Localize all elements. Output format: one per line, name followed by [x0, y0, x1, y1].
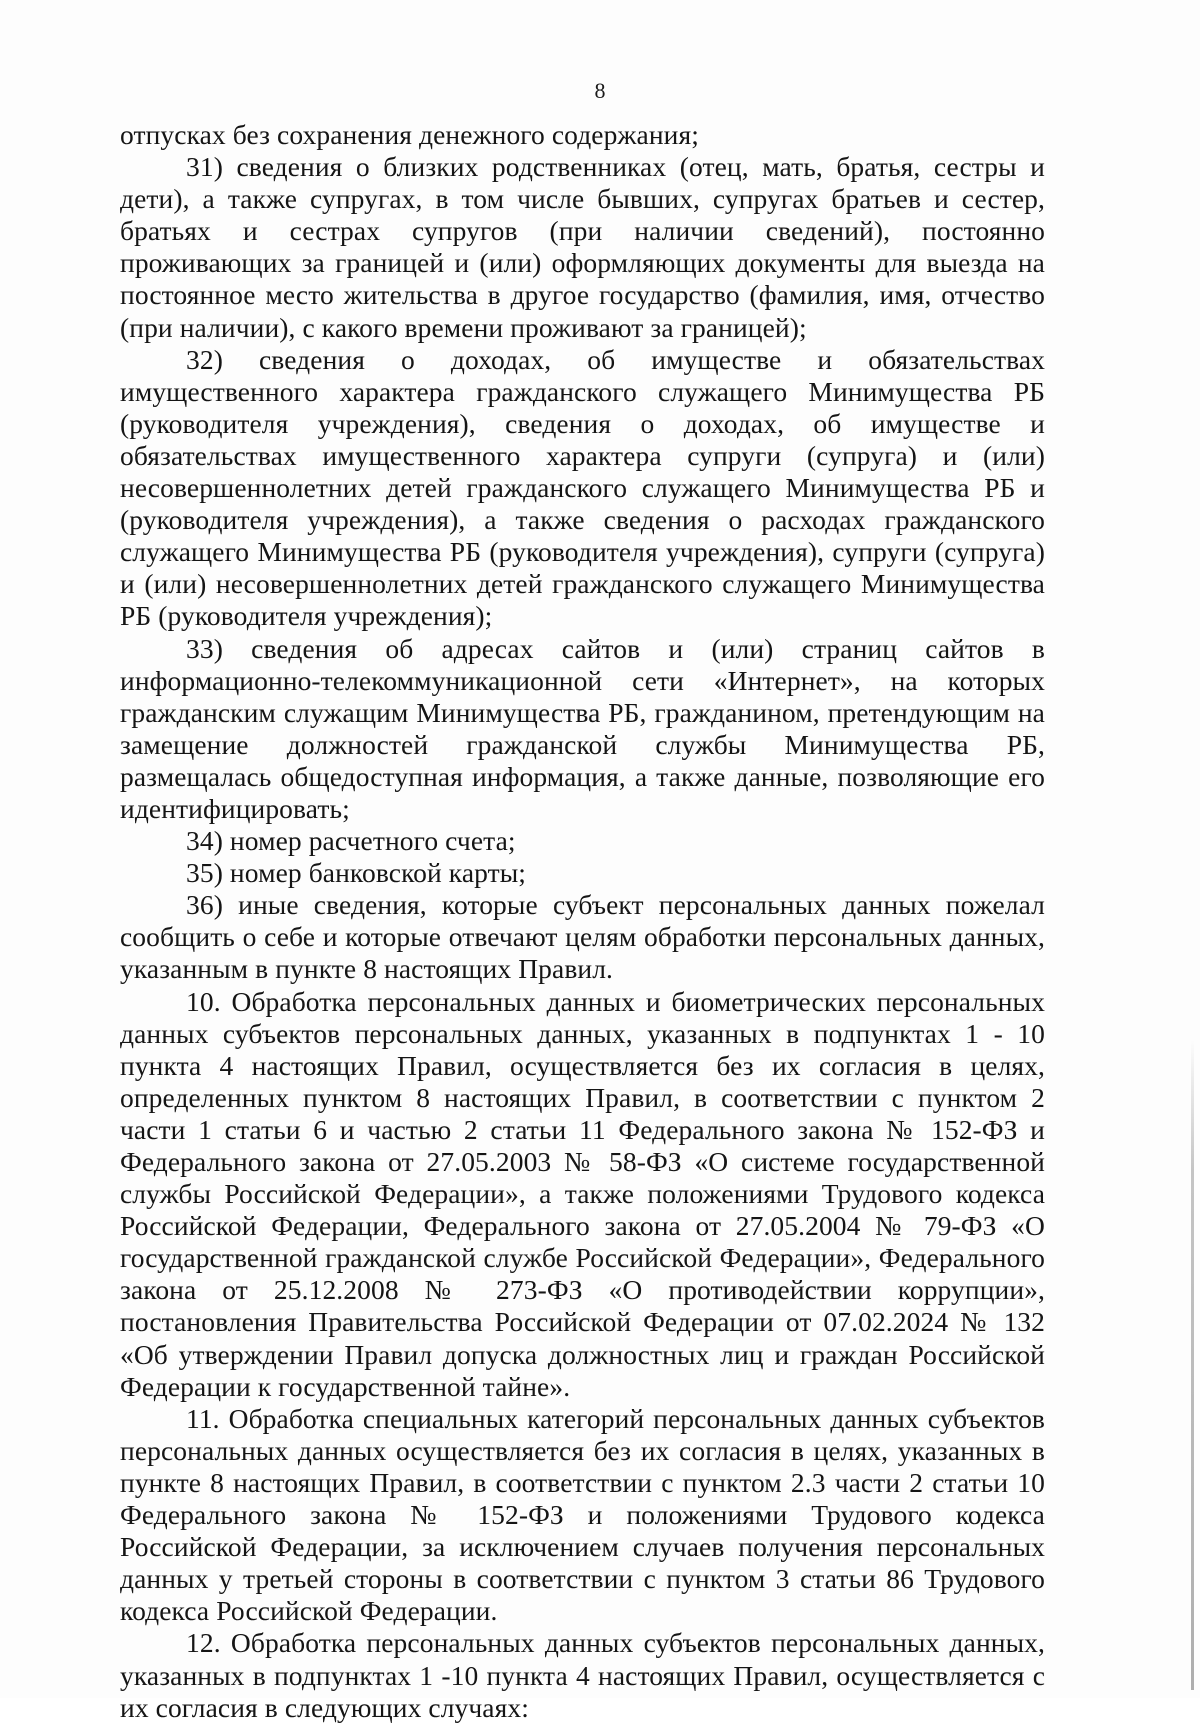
paragraph-section-11: 11. Обработка специальных категорий персональных данных субъектов персональных данных осуществляется без их согласия в целях, указанных в пункте 8 настоящих Правил, в соответствии с пунктом 2.3 части 2 статьи 10 Федерального закона № 152-ФЗ и положениями Трудового кодекса Российской Федерации, за исключением случаев получения персональных данных у третьей стороны в соответствии с пунктом 3 статьи 86 Трудового кодекса Российской Федерации. — [120, 1402, 1045, 1627]
document-body — [120, 119, 1045, 1724]
paragraph-item-32: 32) сведения о доходах, об имуществе и обязательствах имущественного характера гражданского служащего Минимущества РБ (руководителя учреждения), сведения о доходах, об имуществе и обязательствах имущественного характера супруги (супруга) и (или) несовершеннолетних детей гражданского служащего Минимущества РБ и (руководителя учреждения), а также сведения о расходах гражданского служащего Минимущества РБ (руководителя учреждения), супруги (супруга) и (или) несовершеннолетних детей гражданского служащего Минимущества РБ (руководителя учреждения); — [120, 343, 1045, 632]
paragraph-item-36: 36) иные сведения, которые субъект персональных данных пожелал сообщить о себе и которые отвечают целям обработки персональных данных, указанным в пункте 8 настоящих Правил. — [120, 889, 1045, 985]
page-number: 8 — [594, 78, 606, 103]
paragraph-continuation: отпусках без сохранения денежного содержания; — [120, 119, 699, 150]
paragraph-item-31: 31) сведения о близких родственниках (отец, мать, братья, сестры и дети), а также супругах, в том числе бывших, супругах братьев и сестер, братьях и сестрах супругов (при наличии сведений), постоянно проживающих за границей и (или) оформляющих документы для выезда на постоянное место жительства в другое государство (фамилия, имя, отчество (при наличии), с какого времени проживают за границей); — [120, 151, 1045, 343]
paragraph-item-34: 34) номер расчетного счета; — [186, 825, 516, 857]
paragraph-section-12: 12. Обработка персональных данных субъектов персональных данных, указанных в подпунктах 1 -10 пункта 4 настоящих Правил, осуществляется с их согласия в следующих случаях: — [120, 1627, 1045, 1723]
scan-edge-artifact — [1191, 1040, 1194, 1690]
paragraph-section-10: 10. Обработка персональных данных и биометрических персональных данных субъектов персональных данных, указанных в подпунктах 1 - 10 пункта 4 настоящих Правил, осуществляется без их согласия в целях, определенных пунктом 8 настоящих Правил, в соответствии с пунктом 2 части 1 статьи 6 и частью 2 статьи 11 Федерального закона № 152-ФЗ и Федерального закона от 27.05.2003 № 58-ФЗ «О системе государственной службы Российской Федерации», а также положениями Трудового кодекса Российской Федерации, Федерального закона от 27.05.2004 № 79-ФЗ «О государственной гражданской службе Российской Федерации», Федерального закона от 25.12.2008 № 273-ФЗ «О противодействии коррупции», постановления Правительства Российской Федерации от 07.02.2024 № 132 «Об утверждении Правил допуска должностных лиц и граждан Российской Федерации к государственной тайне». — [120, 985, 1045, 1402]
paragraph-item-35: 35) номер банковской карты; — [186, 857, 527, 889]
paragraph-item-33: 33) сведения об адресах сайтов и (или) страниц сайтов в информационно-телекоммуникационной сети «Интернет», на которых гражданским служащим Минимущества РБ, гражданином, претендующим на замещение должностей гражданской службы Минимущества РБ, размещалась общедоступная информация, а также данные, позволяющие его идентифицировать; — [120, 632, 1045, 824]
